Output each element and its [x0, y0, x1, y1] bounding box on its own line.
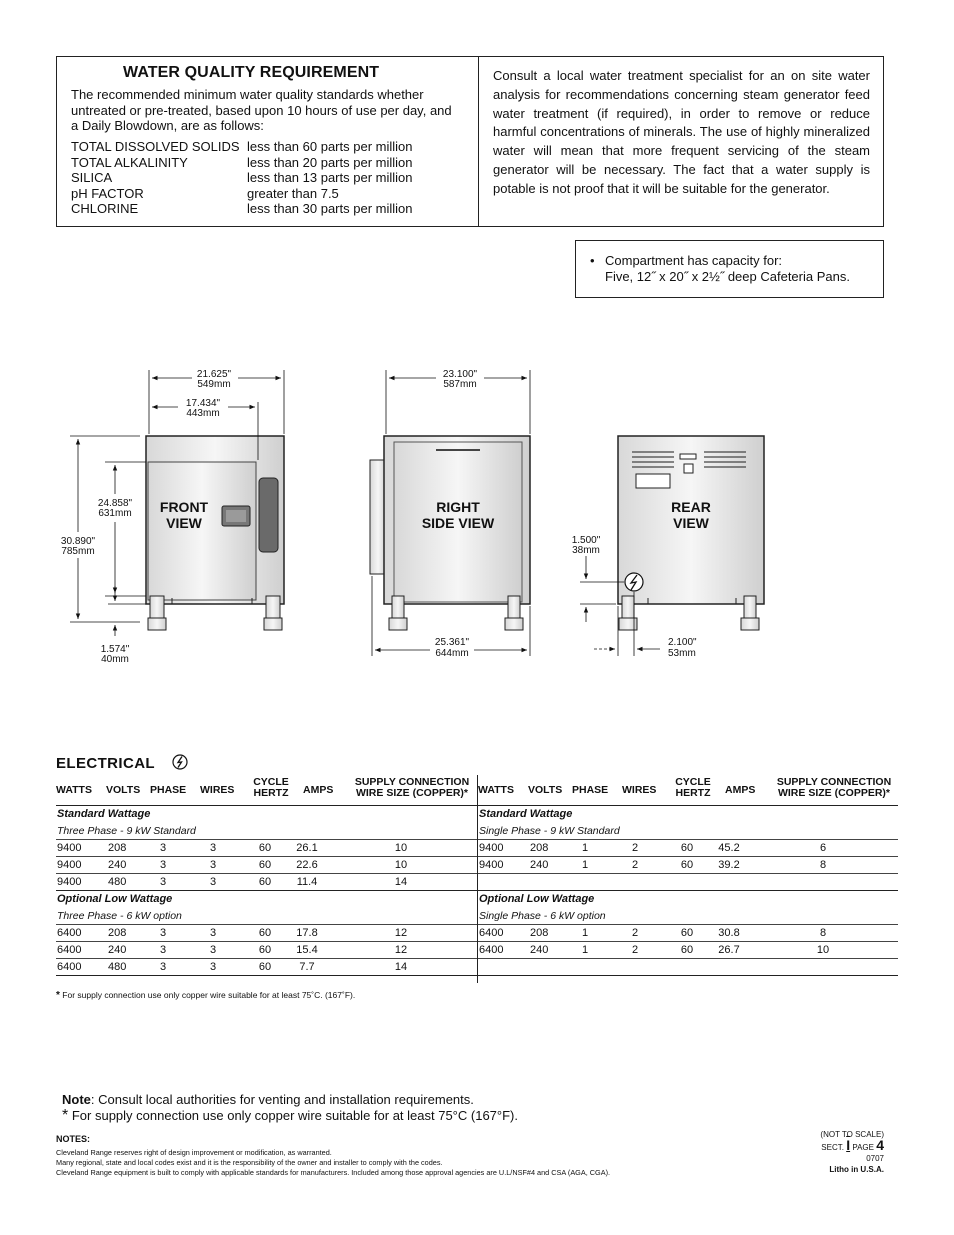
dim-width-inner: 17.434"	[185, 398, 221, 409]
table-cell: 208	[530, 842, 549, 854]
table-cell: 6400	[57, 961, 82, 973]
table-row	[478, 840, 898, 857]
bullet: •	[590, 253, 595, 268]
dim-elec-height: 1.500"	[571, 535, 601, 546]
water-quality-row	[71, 139, 412, 155]
table-row	[56, 857, 477, 874]
col-supply	[350, 777, 474, 799]
page-label: PAGE	[852, 1143, 874, 1152]
table-row	[56, 840, 477, 857]
note-line: Many regional, state and local codes exist and it is the responsibility of the owner and installer to comply with the codes.	[56, 1158, 443, 1167]
table-header	[56, 775, 477, 806]
water-quality-table	[71, 139, 412, 217]
wq-param: CHLORINE	[71, 201, 139, 217]
table-cell: 480	[108, 876, 127, 888]
group-title-text: Standard Wattage	[479, 808, 573, 820]
electrical-three-phase	[56, 775, 477, 976]
group-title-text: Standard Wattage	[57, 808, 151, 820]
water-quality-intro: The recommended minimum water quality standards whether untreated or pre-treated, based upon 10 hours of use per day, and a Daily Blowdown, are as follows:	[71, 87, 452, 133]
col-cycle-1: CYCLE	[675, 776, 711, 788]
dim-height-total: 30.890"	[60, 536, 96, 547]
table-cell: 9400	[57, 859, 82, 871]
table-cell: 3	[209, 842, 217, 854]
group-subtitle	[56, 908, 477, 925]
table-cell: 208	[108, 927, 127, 939]
table-row	[478, 959, 898, 976]
table-cell: 10	[394, 859, 408, 871]
note-label: Note	[62, 1092, 91, 1107]
dim-depth-bottom: 25.361"	[434, 637, 470, 648]
table-cell: 480	[108, 961, 127, 973]
footnote-mark: *	[56, 990, 60, 1001]
table-cell: 14	[394, 961, 408, 973]
table-row	[478, 925, 898, 942]
table-cell: 8	[819, 927, 827, 939]
dim-depth-bottom-mm: 644mm	[435, 648, 469, 659]
dim-leg: 1.574"	[100, 644, 130, 655]
wq-param: TOTAL DISSOLVED SOLIDS	[71, 139, 240, 154]
col-phase: PHASE	[150, 784, 187, 796]
front-view-label-2: VIEW	[166, 515, 202, 531]
table-cell: 9400	[479, 842, 504, 854]
col-supply-1: SUPPLY CONNECTION	[776, 776, 892, 788]
note-line: Cleveland Range equipment is built to comply with applicable standards for manufacturers. Included among those approval agencies are U.L/NSF#4 and CSA (AGA, CGA).	[56, 1168, 611, 1177]
table-cell: 1	[581, 842, 589, 854]
table-cell: 8	[819, 859, 827, 871]
footnote-text: For supply connection use only copper wire suitable for at least 75˚C. (167˚F).	[62, 990, 356, 1000]
table-cell: 3	[209, 944, 217, 956]
page-info	[820, 1129, 884, 1175]
col-wires: WIRES	[622, 784, 657, 796]
table-cell: 7.7	[299, 961, 315, 973]
water-quality-row	[71, 201, 412, 217]
wq-param: TOTAL ALKALINITY	[71, 154, 188, 170]
section-page	[820, 1137, 884, 1153]
table-cell: 6400	[57, 927, 82, 939]
table-cell: 60	[258, 927, 272, 939]
col-supply-1: SUPPLY CONNECTION	[354, 776, 470, 788]
table-cell: 3	[159, 927, 167, 939]
group-title-text: Optional Low Wattage	[479, 893, 595, 905]
group-subtitle	[478, 908, 898, 925]
electrical-title: ELECTRICAL	[56, 755, 155, 772]
rear-view-label-2: VIEW	[673, 515, 709, 531]
divider	[478, 57, 479, 226]
table-cell: 6400	[57, 944, 82, 956]
table-cell: 1	[581, 859, 589, 871]
wq-value: less than 60 parts per million	[247, 139, 413, 154]
wq-value: less than 13 parts per million	[247, 170, 413, 186]
table-cell: 39.2	[718, 859, 740, 871]
dim-elec-offset: 2.100"	[668, 637, 697, 648]
table-cell: 3	[209, 927, 217, 939]
table-cell: 6400	[479, 944, 504, 956]
dim-width-outer: 21.625"	[196, 369, 232, 380]
table-cell: 3	[159, 944, 167, 956]
dim-width-inner-mm: 443mm	[186, 408, 220, 419]
table-row	[478, 942, 898, 959]
table-cell: 9400	[57, 842, 82, 854]
notes-header: NOTES:	[56, 1134, 91, 1144]
table-cell: 2	[631, 842, 639, 854]
litho: Litho in U.S.A.	[829, 1165, 884, 1174]
group-subtitle-text: Three Phase - 6 kW option	[57, 910, 182, 922]
table-cell: 240	[108, 859, 127, 871]
side-view-label-1: RIGHT	[436, 499, 480, 515]
right-side-view	[370, 369, 530, 659]
col-volts: VOLTS	[528, 784, 563, 796]
col-phase: PHASE	[572, 784, 609, 796]
doc-code: 0707	[866, 1154, 884, 1163]
page-number: 4	[876, 1137, 884, 1153]
col-watts: WATTS	[56, 784, 92, 796]
table-cell: 3	[159, 876, 167, 888]
front-view	[61, 369, 284, 665]
table-row	[56, 942, 477, 959]
table-row	[56, 959, 477, 976]
table-cell: 240	[530, 859, 549, 871]
table-cell: 22.6	[296, 859, 318, 871]
group-title	[56, 891, 477, 908]
table-cell: 10	[394, 842, 408, 854]
wq-value: less than 20 parts per million	[247, 154, 413, 170]
table-cell: 45.2	[718, 842, 740, 854]
electrical-icon	[172, 754, 188, 770]
table-cell: 208	[530, 927, 549, 939]
table-cell: 60	[258, 876, 272, 888]
table-cell: 240	[530, 944, 549, 956]
dim-elec-offset-mm: 53mm	[668, 648, 696, 659]
table-cell: 3	[209, 859, 217, 871]
table-cell: 14	[394, 876, 408, 888]
table-cell: 12	[394, 944, 408, 956]
dim-height-body: 24.858"	[97, 498, 133, 509]
table-cell: 2	[631, 859, 639, 871]
table-cell: 60	[258, 842, 272, 854]
table-cell: 6400	[479, 927, 504, 939]
table-cell: 208	[108, 842, 127, 854]
dim-height-total-mm: 785mm	[61, 546, 95, 557]
dim-height-body-mm: 631mm	[98, 508, 132, 519]
table-cell: 11.4	[296, 876, 318, 888]
table-row	[56, 874, 477, 891]
sect-letter: I	[846, 1137, 851, 1153]
group-subtitle-text: Single Phase - 9 kW Standard	[479, 825, 620, 837]
group-title	[478, 891, 898, 908]
table-cell: 3	[159, 961, 167, 973]
electrical-footnote	[56, 990, 355, 1001]
group-title-text: Optional Low Wattage	[57, 893, 173, 905]
col-wires: WIRES	[200, 784, 235, 796]
note-line: Cleveland Range reserves right of design improvement or modification, as warranted.	[56, 1148, 332, 1157]
col-amps: AMPS	[725, 784, 756, 796]
table-cell: 1	[581, 944, 589, 956]
notes-lines	[56, 1148, 610, 1178]
group-subtitle-text: Three Phase - 9 kW Standard	[57, 825, 196, 837]
group-title	[478, 806, 898, 823]
electrical-single-phase	[477, 775, 898, 983]
col-watts: WATTS	[478, 784, 514, 796]
table-cell: 3	[159, 842, 167, 854]
water-quality-row	[71, 186, 412, 202]
col-supply-2: WIRE SIZE (COPPER)*	[777, 787, 890, 799]
col-supply-2: WIRE SIZE (COPPER)*	[355, 787, 468, 799]
table-row	[478, 874, 898, 891]
side-view-label-2: SIDE VIEW	[421, 515, 495, 531]
wq-param: pH FACTOR	[71, 185, 144, 201]
dim-depth-top: 23.100"	[442, 369, 478, 380]
table-cell: 240	[108, 944, 127, 956]
table-cell: 17.8	[296, 927, 318, 939]
venting-note	[62, 1092, 474, 1107]
table-cell: 60	[258, 859, 272, 871]
table-cell: 60	[258, 961, 272, 973]
table-cell: 2	[631, 944, 639, 956]
table-cell: 1	[581, 927, 589, 939]
group-subtitle	[56, 823, 477, 840]
col-volts: VOLTS	[106, 784, 141, 796]
group-subtitle-text: Single Phase - 6 kW option	[479, 910, 606, 922]
table-cell: 6	[819, 842, 827, 854]
group-subtitle	[478, 823, 898, 840]
water-quality-row	[71, 170, 412, 186]
table-row	[56, 925, 477, 942]
table-cell: 60	[680, 927, 694, 939]
table-cell: 60	[680, 944, 694, 956]
table-cell: 60	[680, 859, 694, 871]
wq-param: SILICA	[71, 170, 113, 186]
table-cell: 9400	[479, 859, 504, 871]
front-view-label-1: FRONT	[159, 499, 209, 515]
table-cell: 60	[680, 842, 694, 854]
table-cell: 60	[258, 944, 272, 956]
col-supply	[772, 777, 896, 799]
note-star-text: For supply connection use only copper wire suitable for at least 75°C (167°F).	[71, 1108, 518, 1123]
col-cycle	[252, 777, 290, 799]
rear-view	[572, 436, 764, 659]
dim-width-outer-mm: 549mm	[197, 379, 231, 390]
table-cell: 3	[209, 876, 217, 888]
note-text: : Consult local authorities for venting and installation requirements.	[90, 1092, 474, 1107]
dim-elec-height-mm: 38mm	[572, 545, 600, 556]
table-cell: 15.4	[296, 944, 318, 956]
sect-label: SECT.	[821, 1143, 844, 1152]
col-cycle	[674, 777, 712, 799]
table-cell: 26.1	[296, 842, 318, 854]
electrical-connection-icon	[625, 573, 643, 591]
dim-depth-top-mm: 587mm	[443, 379, 477, 390]
table-cell: 3	[209, 961, 217, 973]
capacity-box	[575, 240, 884, 298]
water-quality-title: WATER QUALITY REQUIREMENT	[123, 64, 380, 81]
rear-view-label-1: REAR	[671, 499, 711, 515]
table-cell: 3	[159, 859, 167, 871]
col-cycle-1: CYCLE	[253, 776, 289, 788]
copper-wire-note	[62, 1107, 518, 1125]
capacity-line-1: Compartment has capacity for:	[605, 253, 783, 268]
col-cycle-2: HERTZ	[675, 787, 711, 799]
table-header	[478, 775, 898, 806]
table-cell: 26.7	[718, 944, 740, 956]
group-title	[56, 806, 477, 823]
table-cell: 10	[816, 944, 830, 956]
not-to-scale: (NOT TO SCALE)	[820, 1130, 884, 1139]
capacity-line-2: Five, 12˝ x 20˝ x 2½˝ deep Cafeteria Pans.	[605, 269, 850, 284]
col-amps: AMPS	[303, 784, 334, 796]
table-row	[478, 857, 898, 874]
water-quality-row	[71, 155, 412, 171]
water-treatment-consult: Consult a local water treatment specialist for an on site water analysis for recommendations concerning steam generator feed water treatment (if required), in order to remove or reduce harmful concentrations of minerals. The use of highly mineralized water will mean that more frequent servicing of the steam generator will be necessary. The fact that a water supply is potable is not proof that it will be suitable for the generator.	[493, 68, 870, 196]
table-cell: 9400	[57, 876, 82, 888]
table-cell: 30.8	[718, 927, 740, 939]
water-quality-box	[56, 56, 884, 227]
table-cell: 12	[394, 927, 408, 939]
dim-leg-mm: 40mm	[101, 654, 129, 665]
col-cycle-2: HERTZ	[253, 787, 289, 799]
wq-value: greater than 7.5	[247, 185, 339, 201]
note-star: *	[62, 1107, 69, 1124]
dimension-drawings	[0, 360, 954, 680]
wq-value: less than 30 parts per million	[247, 201, 413, 217]
table-cell: 2	[631, 927, 639, 939]
